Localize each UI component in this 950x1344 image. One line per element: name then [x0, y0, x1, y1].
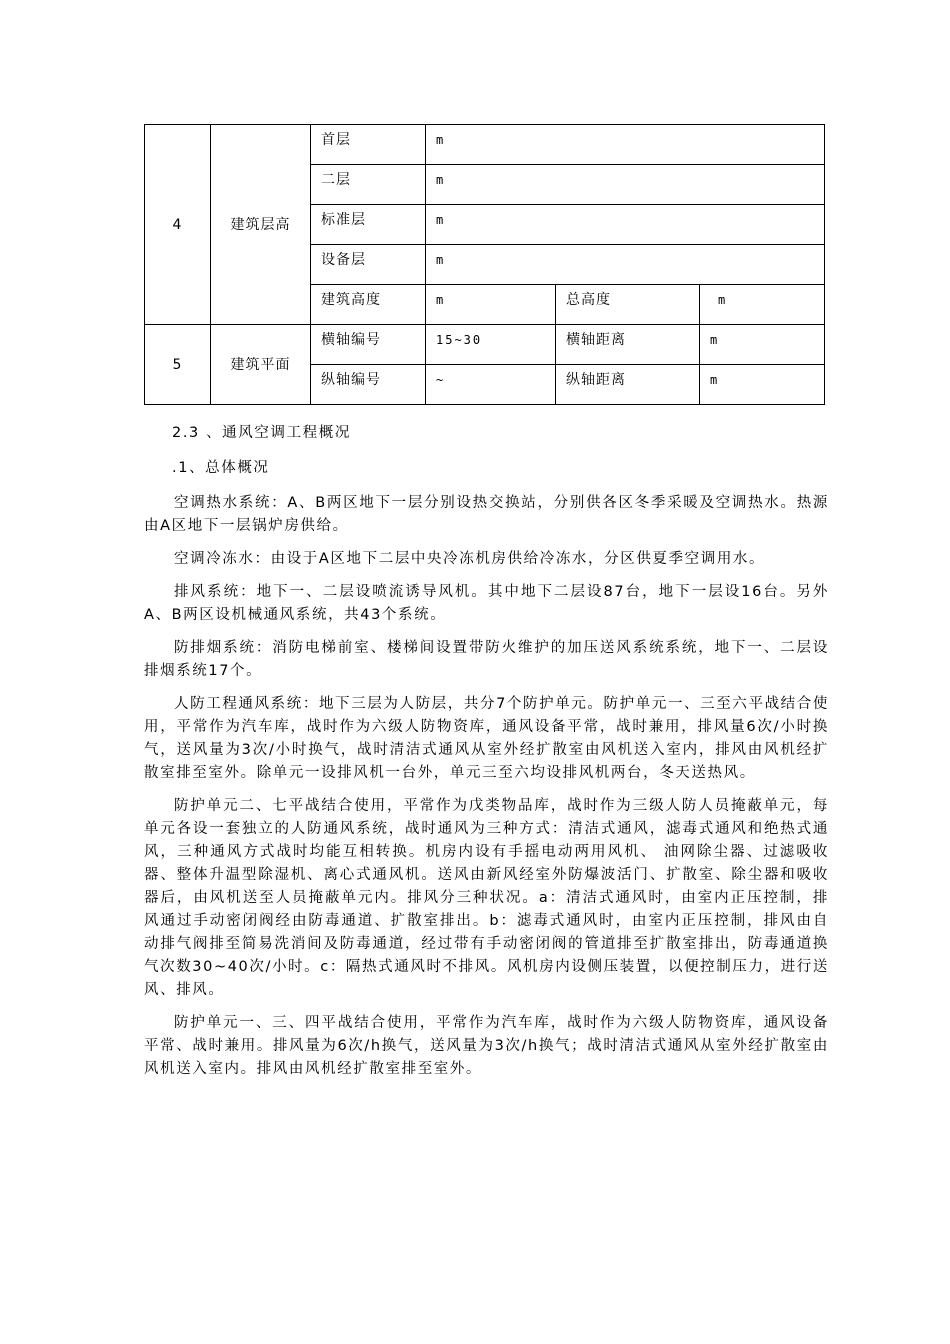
item-value-cell: m	[700, 325, 825, 365]
row-number-cell: 4	[145, 125, 211, 325]
item-value-cell: m	[700, 285, 825, 325]
item-label-cell: 纵轴编号	[311, 365, 426, 405]
item-label-cell: 纵轴距离	[556, 365, 700, 405]
item-value-cell: m	[700, 365, 825, 405]
category-cell: 建筑层高	[211, 125, 311, 325]
paragraph: 空调热水系统：A、B两区地下一层分别设热交换站，分别供各区冬季采暖及空调热水。热源由A区地下一层锅炉房供给。	[144, 495, 829, 534]
item-value-cell: m	[426, 125, 825, 165]
paragraph: 防护单元一、三、四平战结合使用，平常作为汽车库，战时作为六级人防物资库，通风设备平常、战时兼用。排风量为6次/h换气，送风量为3次/h换气；战时清洁式通风从室外经扩散室由风机送入室内。排风由风机经扩散室排至室外。	[144, 1015, 829, 1077]
section-body	[144, 422, 829, 1091]
section-heading: 2.3 、通风空调工程概况	[172, 425, 351, 441]
item-value-cell: m	[426, 205, 825, 245]
building-spec-table	[144, 124, 825, 405]
item-value-cell: 15~30	[426, 325, 556, 365]
item-label-cell: 横轴距离	[556, 325, 700, 365]
item-value-cell: m	[426, 285, 556, 325]
item-label-cell: 二层	[311, 165, 426, 205]
paragraph: 排风系统：地下一、二层设喷流诱导风机。其中地下二层设87台，地下一层设16台。另外A、B两区设机械通风系统，共43个系统。	[144, 584, 829, 623]
item-value-cell: m	[426, 245, 825, 285]
paragraph: 防护单元二、七平战结合使用，平常作为戊类物品库，战时作为三级人防人员掩蔽单元，每单元各设一套独立的人防通风系统，战时通风为三种方式：清洁式通风，滤毒式通风和绝热式通风，三种通风方式战时均能互相转换。机房内设有手摇电动两用风机、 油网除尘器、过滤吸收器、整体升温型除湿机、离心式通风机。送风由新风经室外防爆波活门、扩散室、除尘器和吸收器后，由风机送至人员掩蔽单元内。排风分三种状况。a：清洁式通风时，由室内正压控制，排风通过手动密闭阀经由防毒通道、扩散室排出。b：滤毒式通风时，由室内正压控制，排风由自动排气阀排至简易洗消间及防毒通道，经过带有手动密闭阀的管道排至扩散室排出，防毒通道换气次数30~40次/小时。c：隔热式通风时不排风。风机房内设侧压装置，以便控制压力，进行送风、排风。	[144, 798, 829, 998]
row-number-cell: 5	[145, 325, 211, 405]
item-label-cell: 首层	[311, 125, 426, 165]
paragraph: 空调冷冻水：由设于A区地下二层中央冷冻机房供给冷冻水，分区供夏季空调用水。	[174, 551, 766, 567]
item-label-cell: 标准层	[311, 205, 426, 245]
item-label-cell: 横轴编号	[311, 325, 426, 365]
item-value-cell: ~	[426, 365, 556, 405]
item-label-cell: 总高度	[556, 285, 700, 325]
paragraph: 防排烟系统：消防电梯前室、楼梯间设置带防火维护的加压送风系统系统，地下一、二层设排烟系统17个。	[144, 640, 829, 679]
table-row	[145, 325, 825, 365]
item-value-cell: m	[426, 165, 825, 205]
section-subheading: .1、总体概况	[172, 460, 270, 476]
item-label-cell: 设备层	[311, 245, 426, 285]
paragraph: 人防工程通风系统：地下三层为人防层，共分7个防护单元。防护单元一、三至六平战结合使用，平常作为汽车库，战时作为六级人防物资库，通风设备平常，战时兼用，排风量6次/小时换气，送风量为3次/小时换气，战时清洁式通风从室外经扩散室由风机送入室内，排风由风机经扩散室排至室外。除单元一设排风机一台外，单元三至六均设排风机两台，冬天送热风。	[144, 696, 829, 781]
item-label-cell: 建筑高度	[311, 285, 426, 325]
category-cell: 建筑平面	[211, 325, 311, 405]
table-row	[145, 125, 825, 165]
